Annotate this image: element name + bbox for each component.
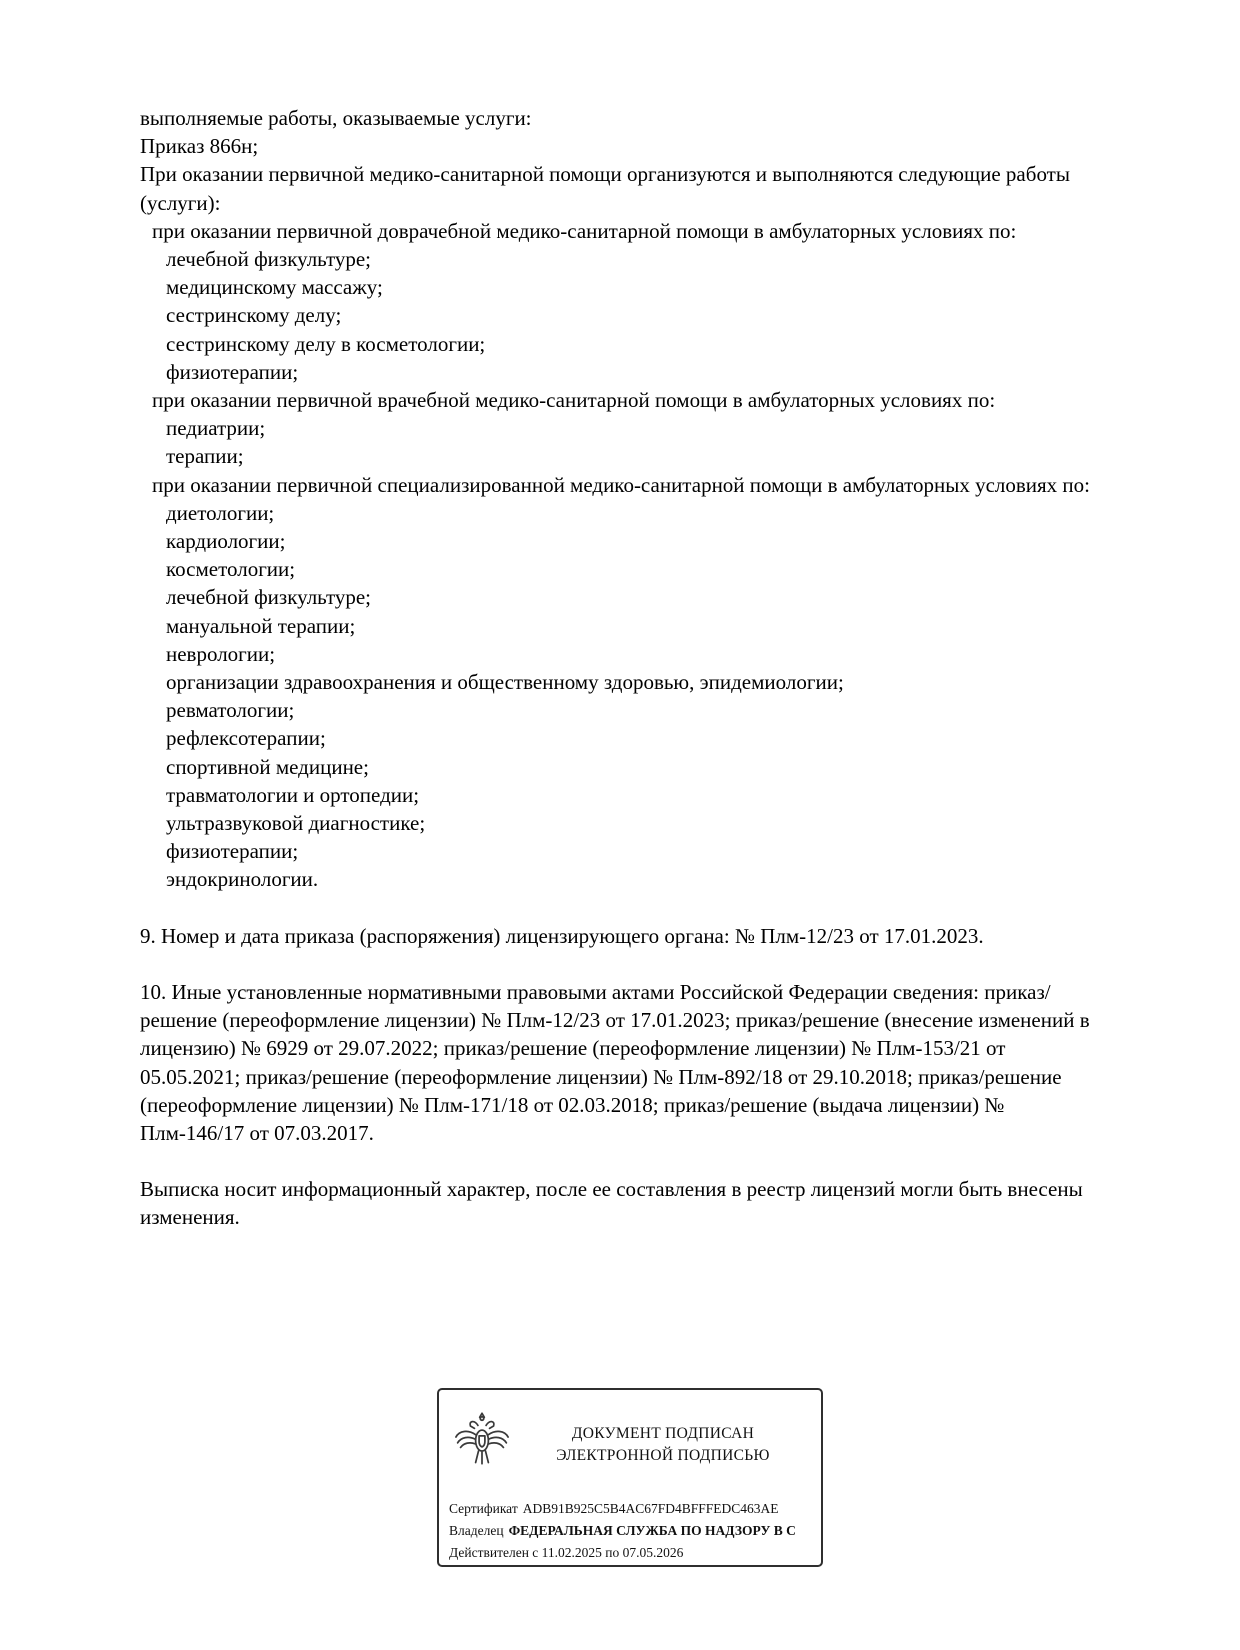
body-line: неврологии;	[166, 641, 276, 666]
body-line: сестринскому делу;	[166, 303, 342, 328]
clause-10: 10. Иные установленные нормативными правовыми актами Российской Федерации сведения: приказ/решение (переоформление лицензии) № Плм-12/23 от 17.01.2023; приказ/решение (внесение изменений в лицензию) № 6929 от 29.07.2022; приказ/решение (переоформление лицензии) № Плм-153/21 от 05.05.2021; приказ/решение (переоформление лицензии) № Плм-892/18 от 29.10.2018; приказ/решение (переоформление лицензии) № Плм-171/18 от 02.03.2018; приказ/решение (выдача лицензии) № Плм-146/17 от 07.03.2017.	[140, 979, 1090, 1145]
double-headed-eagle-icon	[449, 1411, 515, 1477]
body-line: педиатрии;	[166, 416, 266, 441]
body-line: кардиологии;	[166, 529, 286, 554]
certificate-value: ADB91B925C5B4AC67FD4BFFFEDC463AE	[522, 1501, 779, 1516]
body-line: лечебной физкультуре;	[166, 247, 372, 272]
body-line: лечебной физкультуре;	[166, 585, 372, 610]
body-line: организации здравоохранения и общественному здоровью, эпидемиологии;	[166, 670, 844, 695]
body-line: при оказании первичной доврачебной медико-санитарной помощи в амбулаторных условиях по:	[152, 218, 1017, 243]
owner-label: Владелец	[449, 1523, 504, 1538]
body-line: спортивной медицине;	[166, 754, 369, 779]
stamp-header	[449, 1398, 811, 1490]
signature-stamp	[437, 1388, 823, 1567]
document-body	[140, 104, 1103, 894]
body-line: косметологии;	[166, 557, 296, 582]
body-line: травматологии и ортопедии;	[166, 782, 420, 807]
certificate-line	[449, 1498, 811, 1520]
clause-9: 9. Номер и дата приказа (распоряжения) лицензирующего органа: № Плм-12/23 от 17.01.2023.	[140, 923, 984, 948]
body-line: физиотерапии;	[166, 839, 299, 864]
stamp-title-line1: ДОКУМЕНТ ПОДПИСАН	[571, 1425, 755, 1442]
body-line: при оказании первичной врачебной медико-санитарной помощи в амбулаторных условиях по:	[152, 388, 996, 413]
body-line: сестринскому делу в косметологии;	[166, 331, 486, 356]
owner-value: ФЕДЕРАЛЬНАЯ СЛУЖБА ПО НАДЗОРУ В С	[508, 1523, 796, 1538]
body-line: диетологии;	[166, 500, 275, 525]
body-line: физиотерапии;	[166, 359, 299, 384]
body-line: ультразвуковой диагностике;	[166, 811, 426, 836]
certificate-label: Сертификат	[449, 1501, 518, 1516]
owner-line	[449, 1520, 811, 1542]
body-line: Приказ 866н;	[140, 134, 259, 159]
body-line: медицинскому массажу;	[166, 275, 383, 300]
body-line: рефлексотерапии;	[166, 726, 326, 751]
stamp-meta	[449, 1498, 811, 1564]
disclaimer-text: Выписка носит информационный характер, после ее составления в реестр лицензий могли быть внесены изменения.	[140, 1177, 1083, 1230]
validity-line: Действителен с 11.02.2025 по 07.05.2026	[449, 1545, 684, 1560]
body-line: ревматологии;	[166, 698, 295, 723]
body-line: мануальной терапии;	[166, 613, 356, 638]
body-line: при оказании первичной специализированной медико-санитарной помощи в амбулаторных условиях по:	[152, 472, 1091, 497]
stamp-title	[515, 1421, 811, 1467]
body-line: При оказании первичной медико-санитарной помощи организуются и выполняются следующие работы (услуги):	[140, 162, 1070, 215]
body-line: терапии;	[166, 444, 244, 469]
body-line: выполняемые работы, оказываемые услуги:	[140, 106, 532, 130]
stamp-title-line2: ЭЛЕКТРОННОЙ ПОДПИСЬЮ	[556, 1447, 770, 1464]
body-line: эндокринологии.	[166, 867, 319, 892]
